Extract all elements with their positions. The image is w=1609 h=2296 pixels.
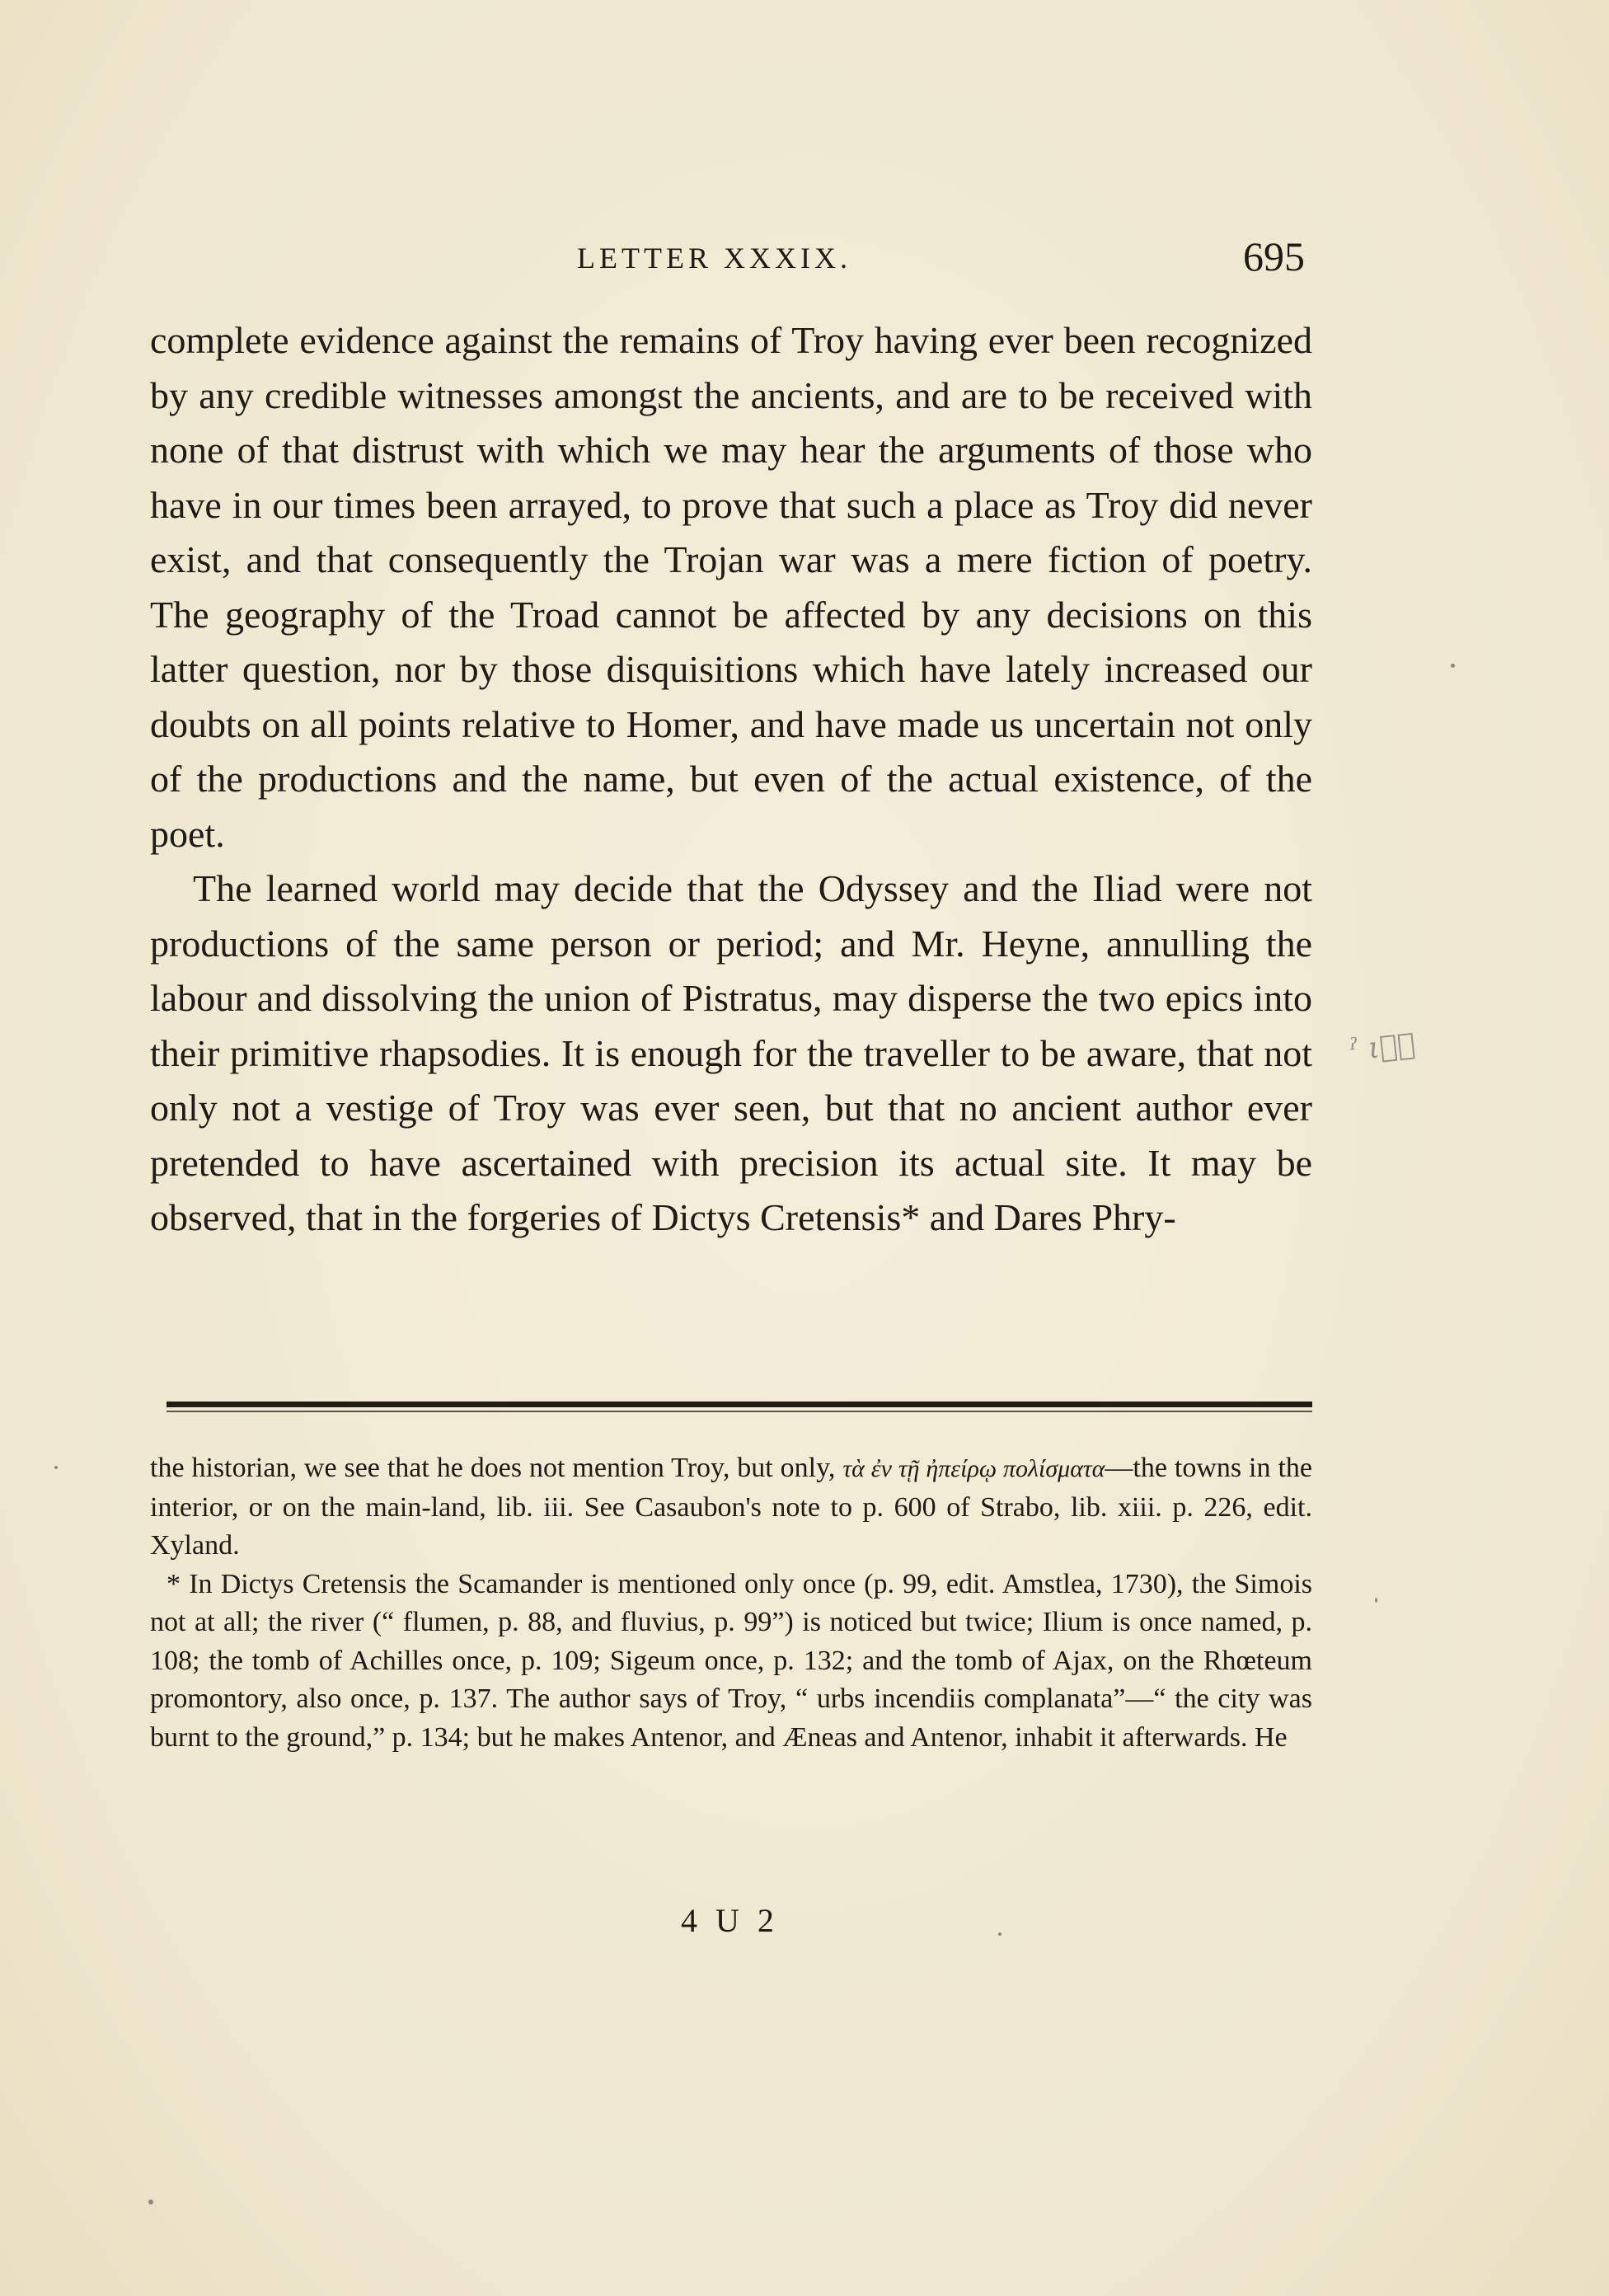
greek-quotation: τὰ ἐν τῇ ἠπείρῳ πολίσματα <box>842 1455 1105 1482</box>
footnote-rule <box>167 1402 1312 1407</box>
paper-speck <box>998 1932 1002 1936</box>
paper-speck <box>1451 664 1455 668</box>
footnote-dictys: * In Dictys Cretensis the Scamander is mentioned only once (p. 99, edit. Amstlea, 1730), the Simois not at all; the river (“ flumen, p. 88, and fluvius, p. 99”) is noticed but twice; Ilium is once named, p. 108; the tomb of Achilles once, p. 109; Sigeum once, p. 132; and the tomb of Ajax, on the Rhœteum promontory, also once, p. 137. The author says of Troy, “ urbs incendiis complanata”—“ the city was burnt to the ground,” p. 134; but he makes Antenor, and Æneas and Antenor, inhabit it afterwards. He <box>150 1568 1312 1753</box>
paper-speck <box>148 2200 153 2204</box>
footnote-rule-thin <box>167 1411 1312 1412</box>
page-number: 695 <box>1243 233 1305 279</box>
footnote-continued-text-b: —the towns in the interior, or on the main-land, lib. iii. See Casaubon's note to p. 600 of Strabo, lib. xiii. p. 226, edit. Xyland. <box>150 1453 1312 1561</box>
footnote-continued-text-a: the historian, we see that he does not mention Troy, but only, <box>150 1453 843 1483</box>
running-title: LETTER XXXIX. <box>577 242 851 275</box>
handwritten-marginal-note: ˀ ι᷊ᷘ <box>1349 1026 1417 1068</box>
running-head <box>0 232 1609 282</box>
paragraph-continued: complete evidence against the remains of Troy having ever been recognized by any credible witnesses amongst the ancients, and are to be received with none of that distrust with which we may hear the arguments of those who have in our times been arrayed, to prove that such a place as Troy did never exist, and that consequently the Trojan war was a mere fiction of poetry. The geography of the Troad cannot be affected by any decisions on this latter question, nor by those disquisitions which have lately increased our doubts on all points relative to Homer, and have made us uncertain not only of the productions and the name, but even of the actual existence, of the poet. <box>150 319 1312 855</box>
paper-speck <box>1375 1598 1377 1603</box>
footnotes <box>150 1449 1312 1757</box>
paragraph-learned-world: The learned world may decide that the Odyssey and the Iliad were not productions of the same person or period; and Mr. Heyne, annulling the labour and dissolving the union of Pistratus, may disperse the two epics into their primitive rhapsodies. It is enough for the traveller to be aware, that not only not a vestige of Troy was ever seen, but that no ancient author ever pretended to have ascertained with precision its actual site. It may be observed, that in the forgeries of Dictys Cretensis* and Dares Phry- <box>150 867 1312 1238</box>
signature-mark: 4 U 2 <box>681 1902 779 1939</box>
main-text <box>150 313 1312 1246</box>
paper-speck <box>54 1466 58 1469</box>
footnote-continued <box>150 1449 1312 1566</box>
